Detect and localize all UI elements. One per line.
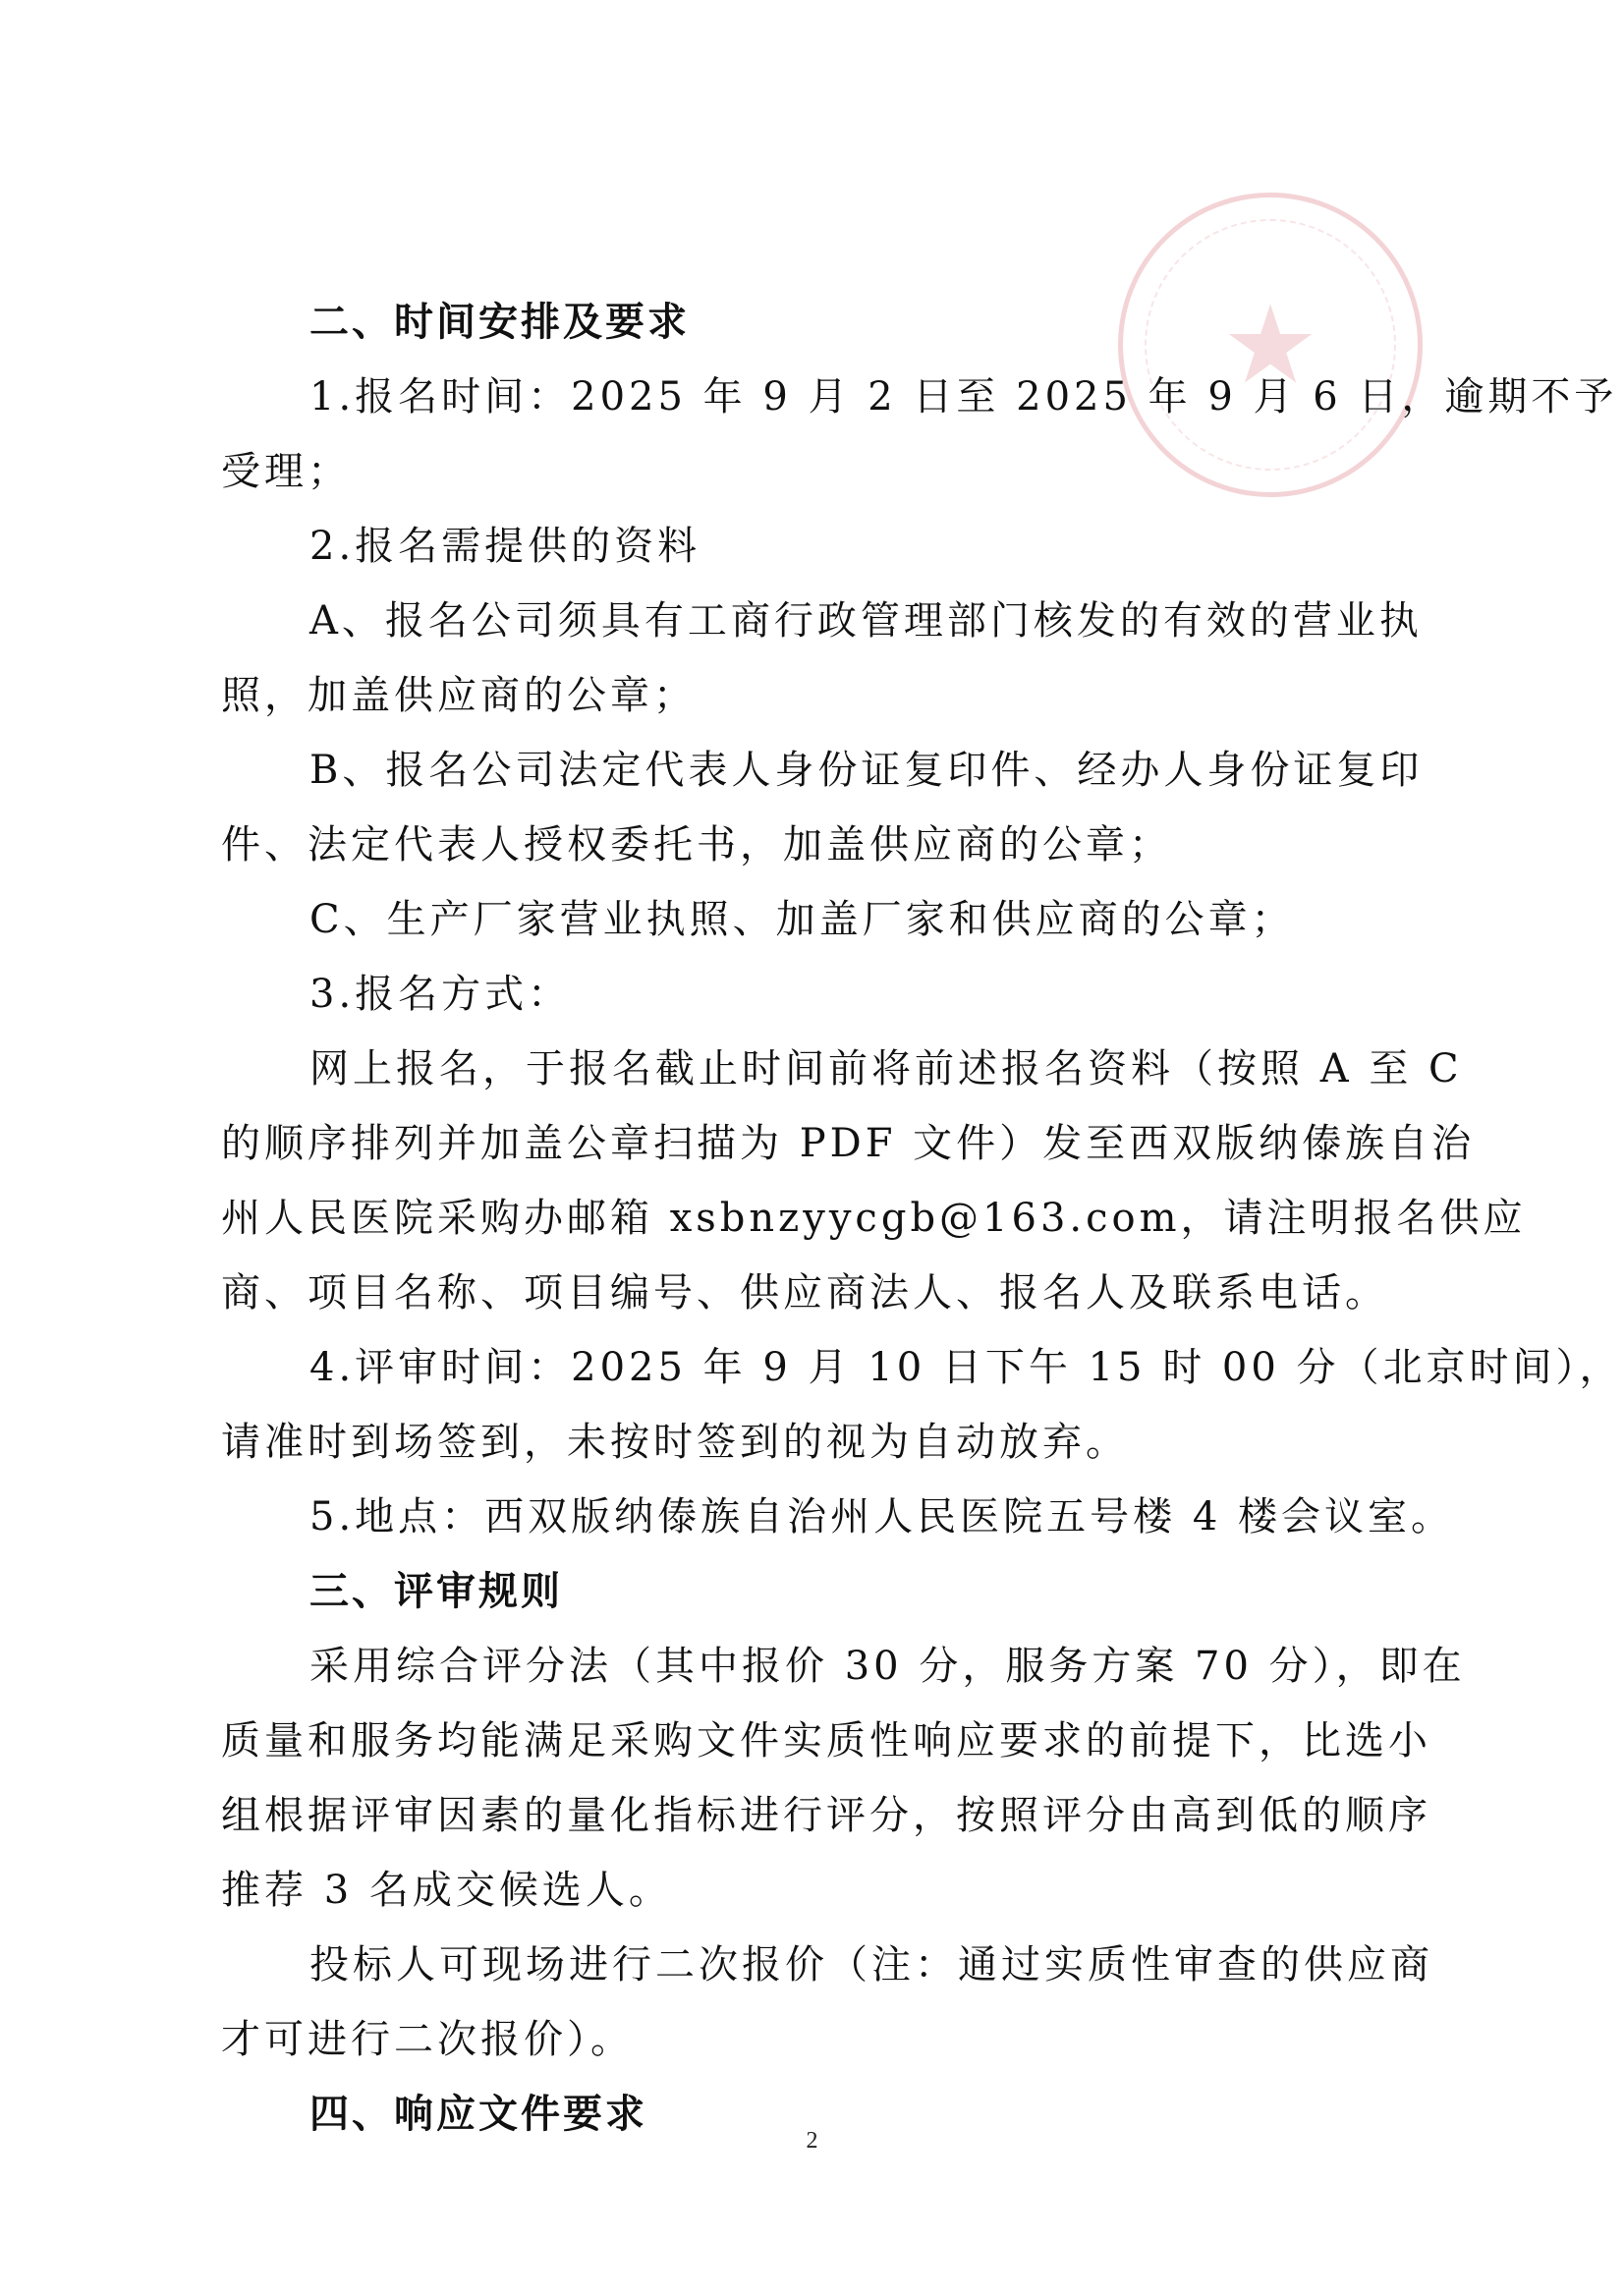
text-line: B、报名公司法定代表人身份证复印件、经办人身份证复印 (309, 748, 1424, 793)
text-line: 采用综合评分法（其中报价 30 分，服务方案 70 分），即在 (309, 1644, 1466, 1689)
text-line: 3.报名方式： (309, 972, 572, 1017)
text-line: 推荐 3 名成交候选人。 (221, 1868, 672, 1913)
text-line: 4.评审时间：2025 年 9 月 10 日下午 15 时 00 分（北京时间）， (309, 1345, 1623, 1390)
text-line: 州人民医院采购办邮箱 xsbnzyycgb@163.com，请注明报名供应 (221, 1196, 1527, 1241)
text-line: 组根据评审因素的量化指标进行评分，按照评分由高到低的顺序 (221, 1793, 1431, 1838)
text-line: 三、评审规则 (309, 1569, 563, 1614)
text-line: 才可进行二次报价）。 (221, 2017, 634, 2062)
text-line: 投标人可现场进行二次报价（注：通过实质性审查的供应商 (309, 1942, 1433, 1987)
text-line: 1.报名时间：2025 年 9 月 2 日至 2025 年 9 月 6 日，逾期不予 (309, 374, 1618, 420)
text-line: 请准时到场签到，未按时签到的视为自动放弃。 (221, 1420, 1129, 1465)
text-line: 网上报名，于报名截止时间前将前述报名资料（按照 A 至 C (309, 1046, 1463, 1092)
text-line: 5.地点：西双版纳傣族自治州人民医院五号楼 4 楼会议室。 (309, 1494, 1455, 1539)
text-line: 四、响应文件要求 (309, 2092, 647, 2137)
seal-star-icon: ★ (1221, 282, 1319, 408)
text-line: A、报名公司须具有工商行政管理部门核发的有效的营业执 (309, 598, 1423, 644)
text-line: 的顺序排列并加盖公章扫描为 PDF 文件）发至西双版纳傣族自治 (221, 1121, 1476, 1166)
text-line: 照，加盖供应商的公章； (221, 673, 697, 718)
text-line: 2.报名需提供的资料 (309, 524, 701, 569)
text-line: 商、项目名称、项目编号、供应商法人、报名人及联系电话。 (221, 1270, 1388, 1315)
text-line: C、生产厂家营业执照、加盖厂家和供应商的公章； (309, 897, 1295, 942)
text-line: 受理； (221, 449, 351, 494)
page-number: 2 (806, 2128, 818, 2154)
body-text (221, 282, 1623, 2152)
text-line: 质量和服务均能满足采购文件实质性响应要求的前提下，比选小 (221, 1718, 1431, 1763)
text-line: 件、法定代表人授权委托书，加盖供应商的公章； (221, 822, 1172, 868)
text-line: 二、时间安排及要求 (309, 300, 690, 345)
